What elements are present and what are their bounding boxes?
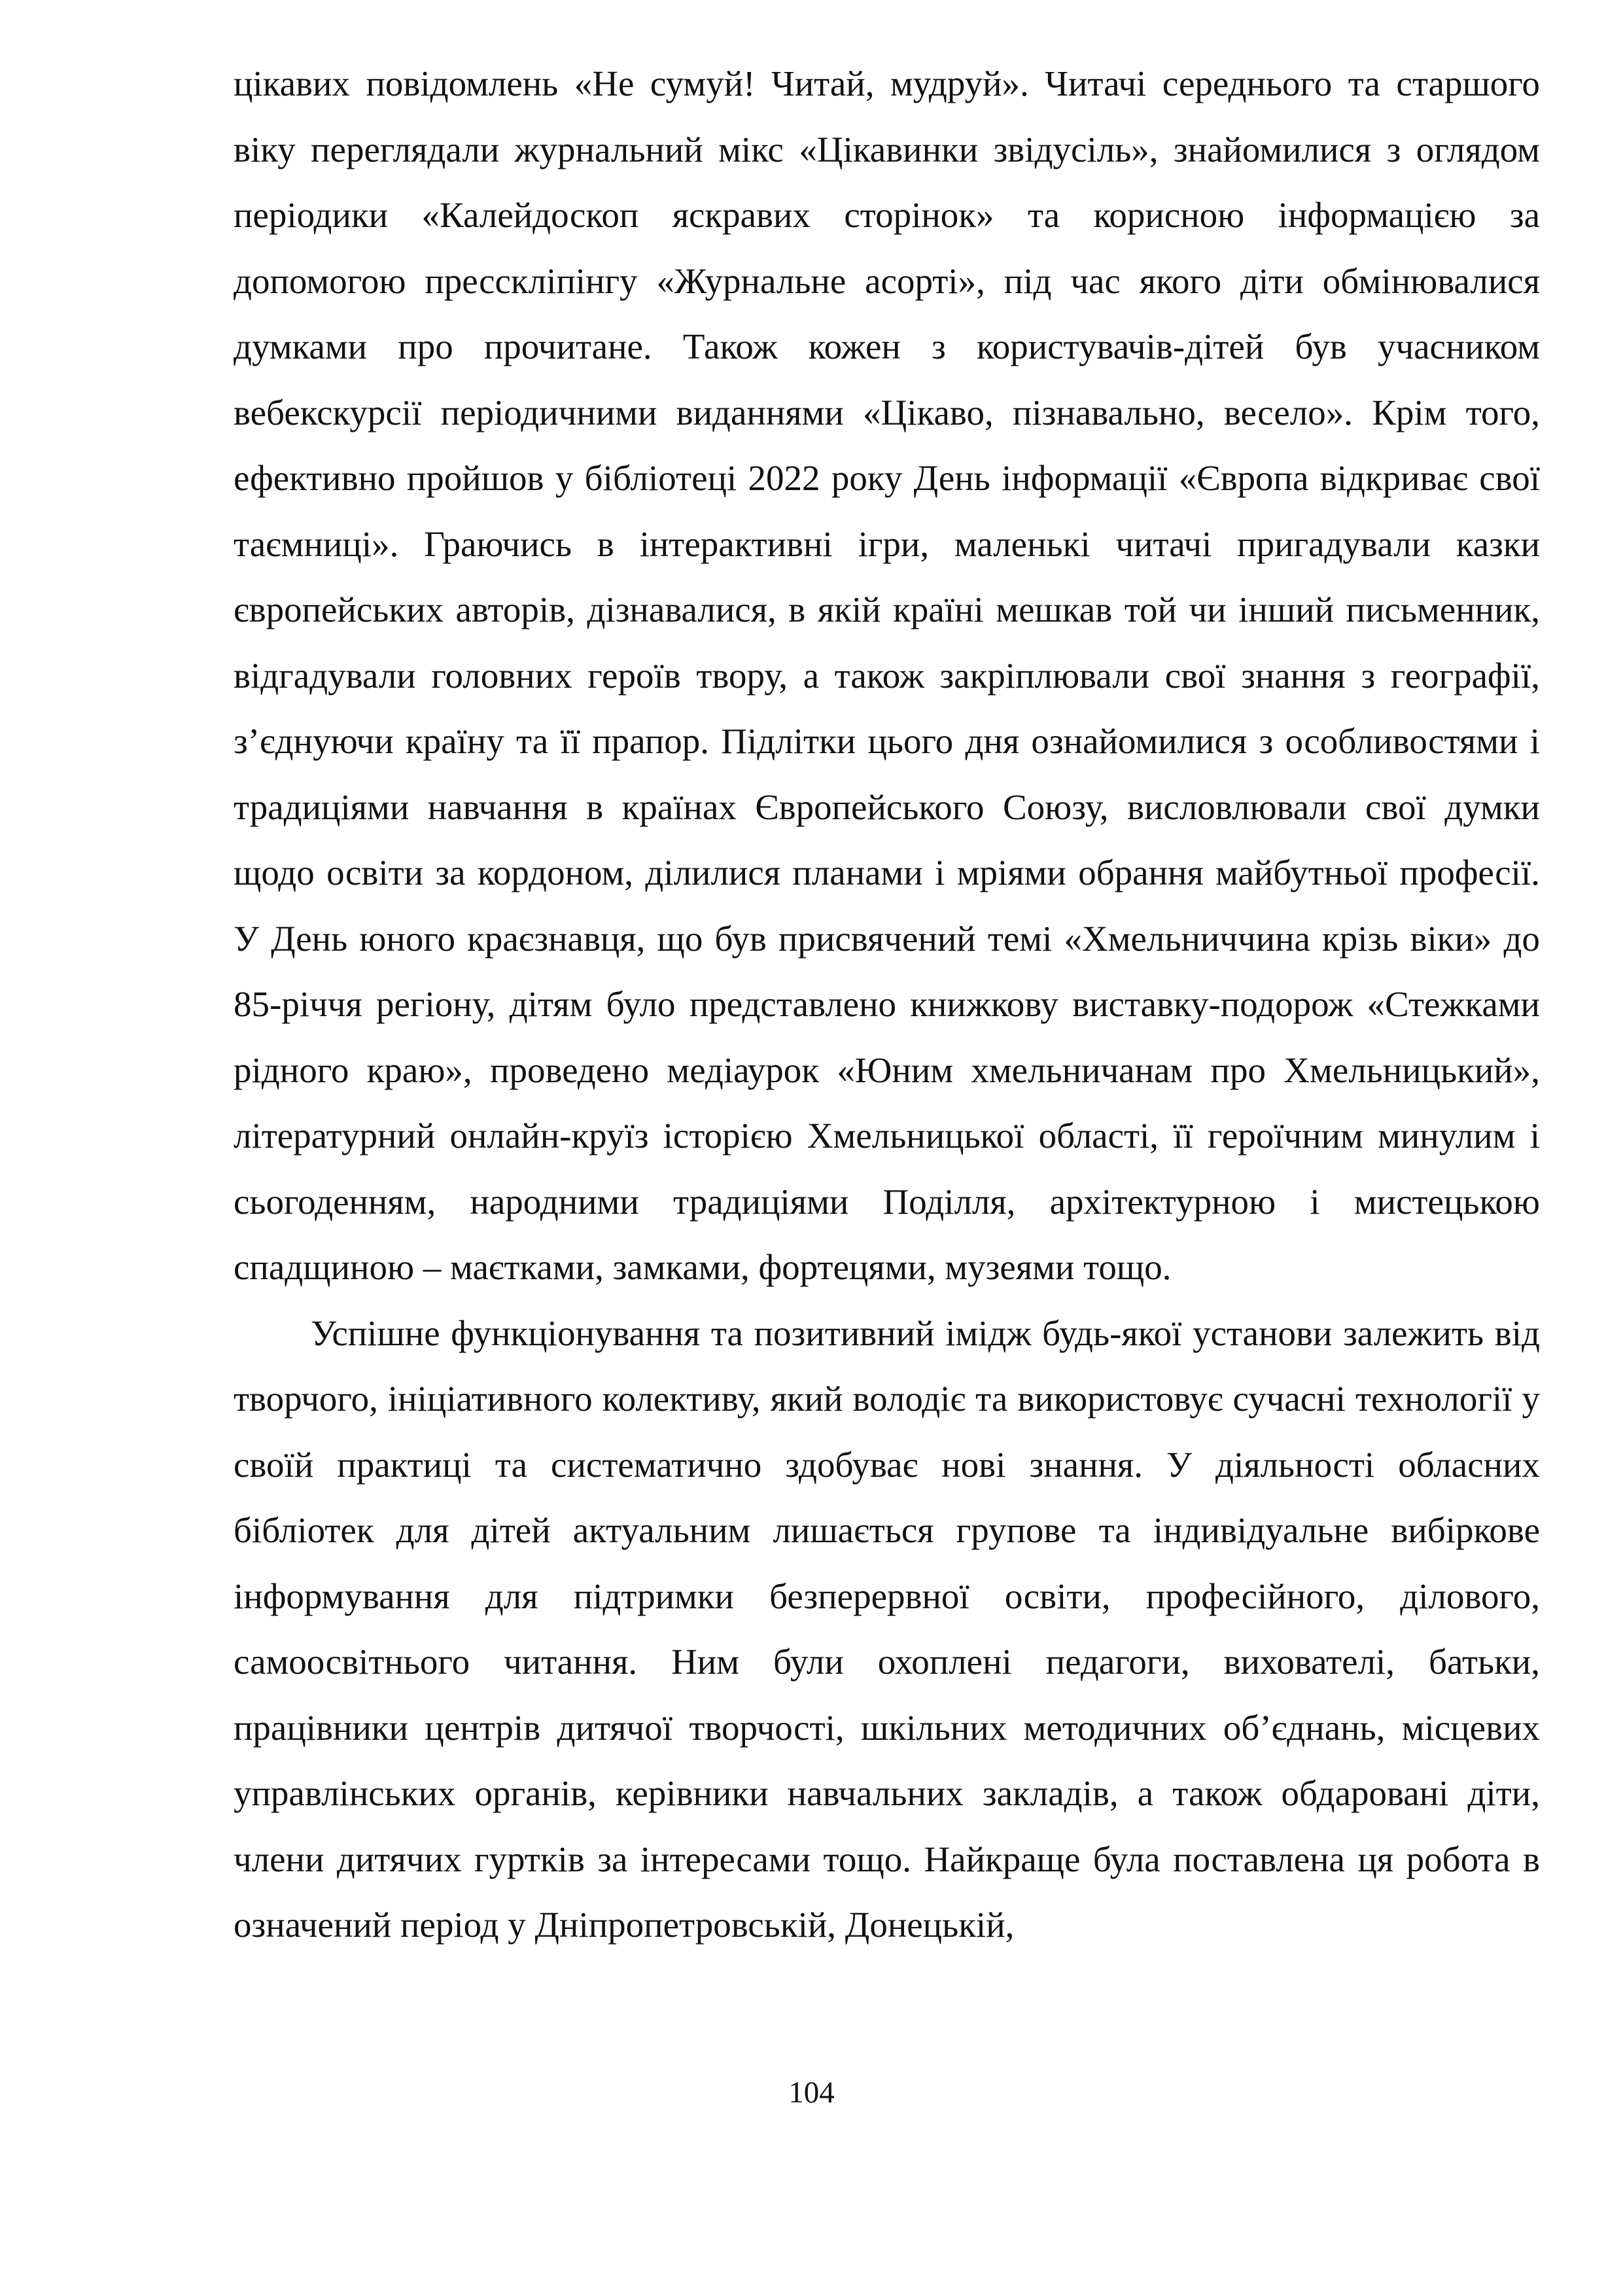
page-number: 104: [788, 2075, 835, 2110]
paragraph-staff-information: Успішне функціонування та позитивний імідж будь-якої установи залежить від творчого, ініціативного колективу, який володіє та використовує сучасні технології у своїй практиці та систематично здобуває нові знання. У діяльності обласних бібліотек для дітей актуальним лишається групове та індивідуальне вибіркове інформування для підтримки безперервної освіти, професійного, ділового, самоосвітнього читання. Ним були охоплені педагоги, вихователі, батьки, працівники центрів дитячої творчості, шкільних методичних об’єднань, місцевих управлінських органів, керівники навчальних закладів, а також обдаровані діти, члени дитячих гуртків за інтересами тощо. Найкраще була поставлена ця робота в означений період у Дніпропетровській, Донецькій,: [234, 1313, 1540, 1945]
page-body: [234, 51, 1540, 1958]
paragraph-continued: цікавих повідомлень «Не сумуй! Читай, мудруй». Читачі середнього та старшого віку переглядали журнальний мікс «Цікавинки звідусіль», знайомилися з оглядом періодики «Калейдоскоп яскравих сторінок» та корисною інформацією за допомогою пресскліпінгу «Журнальне асорті», під час якого діти обмінювалися думками про прочитане. Також кожен з користувачів-дітей був учасником вебекскурсії періодичними виданнями «Цікаво, пізнавально, весело». Крім того, ефективно пройшов у бібліотеці 2022 року День інформації «Європа відкриває свої таємниці». Граючись в інтерактивні ігри, маленькі читачі пригадували казки європейських авторів, дізнавалися, в якій країні мешкав той чи інший письменник, відгадували головних героїв твору, а також закріплювали свої знання з географії, з’єднуючи країну та її прапор. Підлітки цього дня ознайомилися з особливостями і традиціями навчання в країнах Європейського Союзу, висловлювали свої думки щодо освіти за кордоном, ділилися планами і мріями обрання майбутньої професії. У День юного краєзнавця, що був присвячений темі «Хмельниччина крізь віки» до 85-річчя регіону, дітям було представлено книжкову виставку-подорож «Стежками рідного краю», проведено медіаурок «Юним хмельничанам про Хмельницький», літературний онлайн-круїз історією Хмельницької області, її героїчним минулим і сьогоденням, народними традиціями Поділля, архітектурною і мистецькою спадщиною – маєтками, замками, фортецями, музеями тощо.: [234, 63, 1540, 1287]
